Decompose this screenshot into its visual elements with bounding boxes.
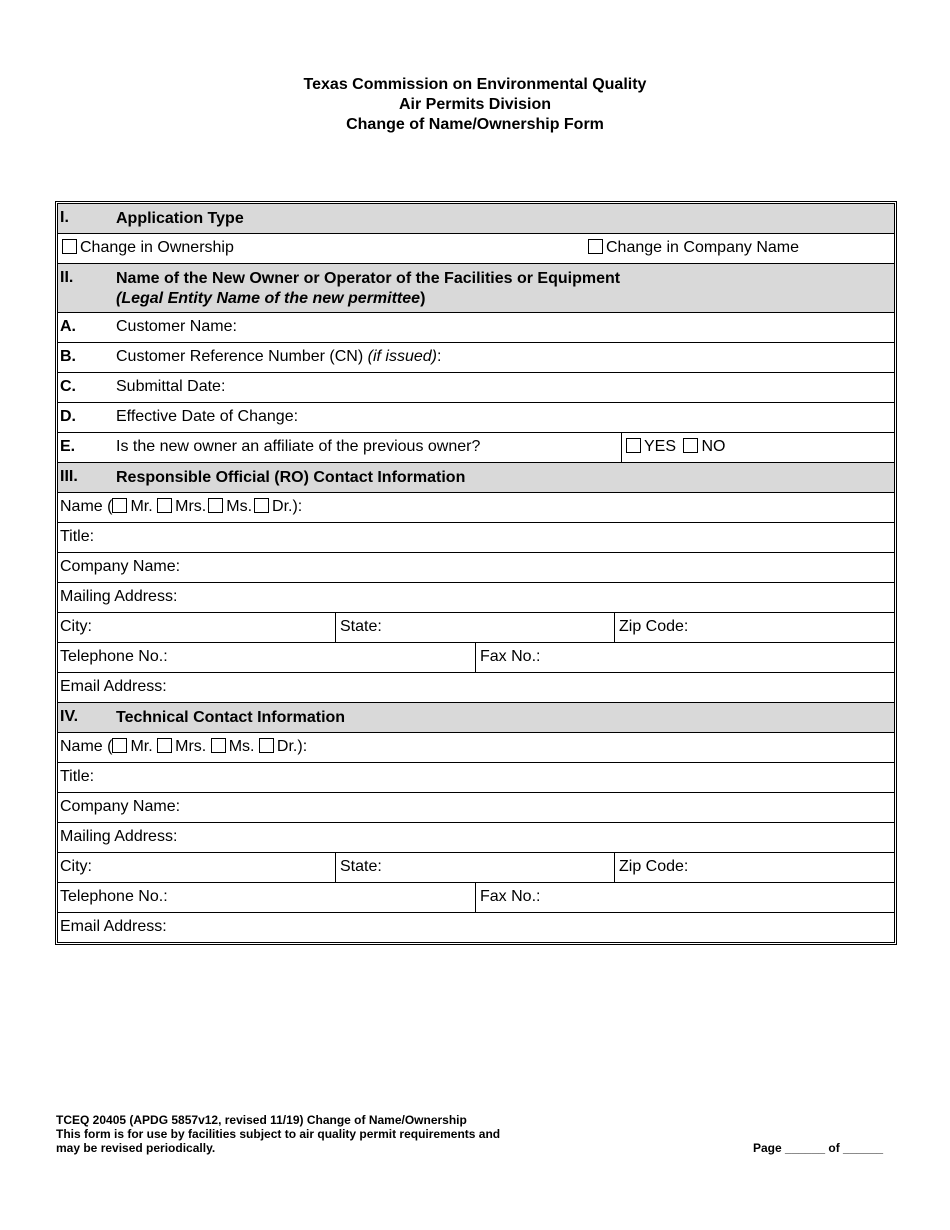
tech-city-field[interactable] <box>58 853 335 882</box>
change-in-company-name-option[interactable] <box>588 239 799 257</box>
zip-code-label: Zip Code: <box>619 618 689 635</box>
section-title-text: Name of the New Owner or Operator of the Facilities or Equipment <box>116 270 621 287</box>
telephone-label: Telephone No.: <box>60 888 168 905</box>
ms-checkbox[interactable] <box>208 498 223 513</box>
effective-date-label: Effective Date of Change: <box>116 408 299 425</box>
item-letter: A. <box>60 318 76 335</box>
no-checkbox[interactable] <box>683 438 698 453</box>
tech-company-row[interactable] <box>58 792 894 822</box>
form-title: Change of Name/Ownership Form <box>346 116 604 133</box>
section-title <box>116 269 620 309</box>
company-name-label: Company Name: <box>60 798 181 815</box>
cn-if-issued: (if issued) <box>367 348 437 365</box>
no-label: NO <box>701 438 726 455</box>
tech-name-row[interactable] <box>58 732 894 762</box>
section-number: I. <box>60 209 69 226</box>
customer-reference-number-row[interactable] <box>58 342 894 372</box>
tech-telephone-field[interactable] <box>58 883 475 912</box>
change-in-ownership-label: Change in Ownership <box>80 239 234 256</box>
ro-city-field[interactable] <box>58 613 335 642</box>
section-ii-header <box>58 263 894 312</box>
ro-phone-fax-row <box>58 642 894 672</box>
dr-label: Dr.): <box>276 738 308 755</box>
ro-name-row[interactable] <box>58 492 894 522</box>
form-revision-note: may be revised periodically. <box>56 1141 216 1155</box>
affiliate-question-row <box>58 432 894 462</box>
fax-label: Fax No.: <box>480 888 541 905</box>
division-name: Air Permits Division <box>398 96 552 113</box>
tech-title-row[interactable] <box>58 762 894 792</box>
mr-label: Mr. <box>130 498 153 515</box>
section-subtitle-close: ) <box>420 290 426 307</box>
telephone-label: Telephone No.: <box>60 648 168 665</box>
tech-email-row[interactable] <box>58 912 894 942</box>
form-usage-note: This form is for use by facilities subject to air quality permit requirements and <box>56 1127 501 1141</box>
ro-fax-field[interactable] <box>475 643 894 672</box>
ro-company-row[interactable] <box>58 552 894 582</box>
change-in-company-name-checkbox[interactable] <box>588 239 603 254</box>
ro-mailing-row[interactable] <box>58 582 894 612</box>
name-prefix-label: Name ( <box>60 498 113 515</box>
item-letter: D. <box>60 408 76 425</box>
affiliate-question-label: Is the new owner an affiliate of the previous owner? <box>116 438 481 455</box>
item-letter: C. <box>60 378 76 395</box>
section-number: III. <box>60 468 78 485</box>
page-number: Page ______ of ______ <box>753 1141 884 1155</box>
mailing-address-label: Mailing Address: <box>60 588 178 605</box>
section-title: Technical Contact Information <box>116 709 346 726</box>
effective-date-row[interactable] <box>58 402 894 432</box>
affiliate-options <box>626 438 725 456</box>
dr-checkbox[interactable] <box>259 738 274 753</box>
affiliate-answer-cell <box>621 433 894 462</box>
section-i-header <box>58 204 894 233</box>
tech-name-field <box>60 738 307 756</box>
change-in-ownership-option[interactable] <box>62 239 234 257</box>
agency-name: Texas Commission on Environmental Quality <box>303 76 647 93</box>
city-label: City: <box>60 618 92 635</box>
zip-code-label: Zip Code: <box>619 858 689 875</box>
mrs-label: Mrs. <box>175 498 207 515</box>
application-type-row <box>58 233 894 263</box>
title-label: Title: <box>60 528 95 545</box>
ro-city-state-zip-row <box>58 612 894 642</box>
form-id: TCEQ 20405 (APDG 5857v12, revised 11/19) Change of Name/Ownership <box>56 1113 467 1127</box>
section-number: IV. <box>60 708 79 725</box>
company-name-label: Company Name: <box>60 558 181 575</box>
customer-reference-label <box>116 348 441 366</box>
tech-phone-fax-row <box>58 882 894 912</box>
form-footer <box>56 1113 500 1155</box>
title-label: Title: <box>60 768 95 785</box>
mrs-label: Mrs. <box>175 738 207 755</box>
ro-name-field <box>60 498 302 516</box>
submittal-date-row[interactable] <box>58 372 894 402</box>
section-iv-header <box>58 702 894 732</box>
mailing-address-label: Mailing Address: <box>60 828 178 845</box>
form-table <box>55 201 897 945</box>
customer-name-label: Customer Name: <box>116 318 237 335</box>
dr-checkbox[interactable] <box>254 498 269 513</box>
fax-label: Fax No.: <box>480 648 541 665</box>
mr-label: Mr. <box>130 738 153 755</box>
change-in-company-name-label: Change in Company Name <box>606 239 799 256</box>
section-subtitle: (Legal Entity Name of the new permittee <box>116 290 421 307</box>
section-number: II. <box>60 269 74 286</box>
cn-label-text: Customer Reference Number (CN) <box>116 348 368 365</box>
mrs-checkbox[interactable] <box>157 738 172 753</box>
ro-title-row[interactable] <box>58 522 894 552</box>
email-address-label: Email Address: <box>60 678 167 695</box>
ms-label: Ms. <box>226 498 253 515</box>
tech-city-state-zip-row <box>58 852 894 882</box>
mrs-checkbox[interactable] <box>157 498 172 513</box>
yes-checkbox[interactable] <box>626 438 641 453</box>
name-prefix-label: Name ( <box>60 738 113 755</box>
ms-checkbox[interactable] <box>211 738 226 753</box>
city-label: City: <box>60 858 92 875</box>
cn-colon: : <box>436 348 442 365</box>
item-letter: B. <box>60 348 76 365</box>
ro-email-row[interactable] <box>58 672 894 702</box>
ms-label: Ms. <box>228 738 255 755</box>
mr-checkbox[interactable] <box>112 498 127 513</box>
state-label: State: <box>340 858 382 875</box>
submittal-date-label: Submittal Date: <box>116 378 226 395</box>
ro-state-field[interactable] <box>335 613 614 642</box>
mr-checkbox[interactable] <box>112 738 127 753</box>
item-letter: E. <box>60 438 76 455</box>
form-header <box>0 75 950 135</box>
dr-label: Dr.): <box>272 498 303 515</box>
ro-telephone-field[interactable] <box>58 643 475 672</box>
state-label: State: <box>340 618 382 635</box>
tech-fax-field[interactable] <box>475 883 894 912</box>
email-address-label: Email Address: <box>60 918 167 935</box>
section-title: Responsible Official (RO) Contact Information <box>116 469 466 486</box>
change-in-ownership-checkbox[interactable] <box>62 239 77 254</box>
customer-name-row[interactable] <box>58 312 894 342</box>
section-iii-header <box>58 462 894 492</box>
ro-zip-field[interactable] <box>614 613 894 642</box>
tech-zip-field[interactable] <box>614 853 894 882</box>
tech-mailing-row[interactable] <box>58 822 894 852</box>
tech-state-field[interactable] <box>335 853 614 882</box>
section-title: Application Type <box>116 210 244 227</box>
yes-label: YES <box>644 438 677 455</box>
